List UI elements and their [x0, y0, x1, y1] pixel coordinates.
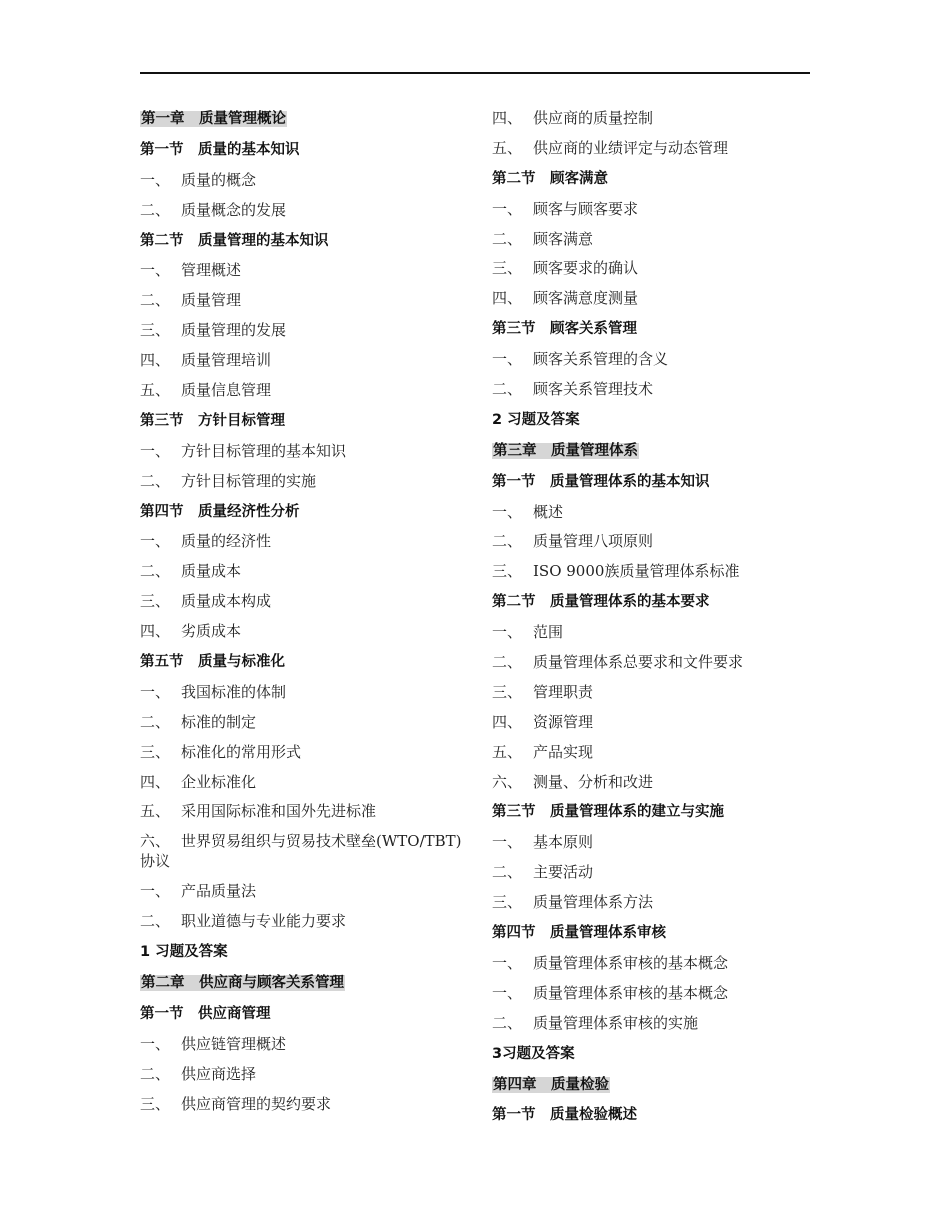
toc-list-item	[140, 742, 470, 762]
item-text: 质量管理体系总要求和文件要求	[533, 653, 744, 672]
toc-section-heading	[140, 139, 470, 160]
section-title: 第三节 顾客关系管理	[492, 321, 637, 338]
item-text: 质量的概念	[181, 170, 257, 189]
item-number: 三、	[492, 259, 523, 278]
item-text: 质量管理的发展	[181, 321, 287, 340]
item-number: 三、	[140, 592, 171, 611]
item-text: 方针目标管理的基本知识	[181, 441, 347, 460]
toc-chapter-heading	[140, 972, 470, 993]
toc-chapter-heading	[492, 1074, 810, 1095]
section-title: 第五节 质量与标准化	[140, 654, 285, 671]
toc-list-item	[140, 260, 470, 280]
item-number: 四、	[140, 351, 171, 370]
item-text: 质量成本构成	[181, 592, 272, 611]
item-number: 一、	[140, 261, 171, 280]
toc-list-item	[492, 832, 810, 852]
item-text: 顾客与顾客要求	[533, 199, 639, 218]
item-number: 五、	[140, 802, 171, 821]
toc-list-item	[140, 1034, 470, 1054]
toc-section-heading	[492, 168, 810, 189]
toc-list-item	[492, 349, 810, 369]
item-number: 三、	[140, 742, 171, 761]
toc-list-item	[492, 862, 810, 882]
toc-list-item	[140, 290, 470, 310]
item-number: 四、	[492, 289, 523, 308]
toc-list-item	[140, 712, 470, 732]
item-text: 世界贸易组织与贸易技术壁垒(WTO/TBT)协议	[140, 832, 462, 871]
toc-chapter-heading	[492, 440, 810, 461]
toc-list-item	[492, 561, 810, 581]
toc-list-item	[492, 199, 810, 219]
item-number: 一、	[140, 441, 171, 460]
section-title: 第二节 顾客满意	[492, 170, 608, 187]
item-number: 三、	[140, 1094, 171, 1113]
chapter-title: 第四章 质量检验	[493, 1076, 609, 1093]
item-number: 六、	[140, 832, 171, 851]
item-text: 职业道德与专业能力要求	[181, 912, 347, 931]
toc-list-item	[492, 742, 810, 762]
toc-list-item	[140, 170, 470, 190]
item-text: 质量成本	[181, 562, 242, 581]
item-text: 主要活动	[533, 863, 594, 882]
item-text: 供应链管理概述	[181, 1034, 287, 1053]
toc-section-heading	[492, 318, 810, 339]
chapter-title: 第三章 质量管理体系	[493, 442, 638, 459]
item-number: 二、	[492, 380, 523, 399]
item-text: 方针目标管理的实施	[181, 471, 317, 490]
section-title: 第二节 质量管理的基本知识	[140, 232, 329, 249]
item-text: 顾客满意度测量	[533, 289, 639, 308]
item-text: 我国标准的体制	[181, 682, 287, 701]
item-number: 三、	[492, 562, 523, 581]
toc-list-item	[492, 138, 810, 158]
toc-list-item	[492, 258, 810, 278]
toc-list-item	[492, 983, 810, 1003]
toc-section-heading	[492, 471, 810, 492]
item-text: 范围	[533, 623, 564, 642]
section-title: 第四节 质量管理体系审核	[492, 925, 666, 942]
item-number: 三、	[492, 893, 523, 912]
item-number: 四、	[140, 772, 171, 791]
header-rule	[140, 72, 810, 74]
item-number: 二、	[140, 912, 171, 931]
item-text: 质量管理体系审核的实施	[533, 1013, 699, 1032]
toc-section-heading	[492, 591, 810, 612]
toc-list-item	[492, 531, 810, 551]
toc-list-item	[492, 682, 810, 702]
toc-list-item	[492, 229, 810, 249]
toc-list-item	[140, 561, 470, 581]
item-number: 五、	[492, 138, 523, 157]
toc-section-heading	[140, 501, 470, 522]
item-text: ISO 9000族质量管理体系标准	[533, 562, 740, 581]
item-text: 供应商管理的契约要求	[181, 1094, 332, 1113]
toc-list-item	[140, 1064, 470, 1084]
item-text: 质量管理体系方法	[533, 893, 654, 912]
toc-left-column	[140, 108, 470, 1123]
toc-list-item	[492, 652, 810, 672]
item-text: 资源管理	[533, 712, 594, 731]
item-number: 二、	[140, 562, 171, 581]
item-number: 四、	[492, 712, 523, 731]
item-text: 供应商选择	[181, 1064, 257, 1083]
toc-section-heading	[140, 1003, 470, 1024]
item-number: 四、	[492, 109, 523, 127]
item-text: 概述	[533, 502, 564, 521]
toc-list-item	[140, 831, 470, 871]
toc-list-item	[140, 320, 470, 340]
toc-list-item	[492, 1013, 810, 1033]
item-text: 基本原则	[533, 833, 594, 852]
section-title: 第三节 方针目标管理	[140, 412, 285, 429]
section-title: 第一节 质量的基本知识	[140, 141, 300, 158]
item-number: 一、	[492, 623, 523, 642]
item-number: 一、	[140, 1034, 171, 1053]
item-text: 采用国际标准和国外先进标准	[181, 802, 377, 821]
toc-list-item	[492, 772, 810, 792]
section-title: 第一节 供应商管理	[140, 1005, 271, 1022]
item-text: 顾客关系管理技术	[533, 380, 654, 399]
toc-list-item	[492, 379, 810, 399]
item-number: 一、	[492, 983, 523, 1002]
item-text: 供应商的质量控制	[533, 109, 654, 127]
item-text: 顾客关系管理的含义	[533, 350, 669, 369]
toc-list-item	[492, 288, 810, 308]
toc-list-item	[140, 881, 470, 901]
item-text: 企业标准化	[181, 772, 257, 791]
exercise-title: 2 习题及答案	[492, 411, 580, 428]
item-number: 二、	[492, 532, 523, 551]
item-text: 管理职责	[533, 682, 594, 701]
item-text: 质量管理体系审核的基本概念	[533, 953, 729, 972]
item-text: 产品质量法	[181, 882, 257, 901]
toc-section-heading	[140, 410, 470, 431]
toc-list-item	[140, 911, 470, 931]
item-number: 三、	[140, 321, 171, 340]
section-title: 第三节 质量管理体系的建立与实施	[492, 804, 724, 821]
toc-list-item	[492, 108, 810, 128]
section-title: 第一节 质量管理体系的基本知识	[492, 473, 710, 490]
section-title: 3习题及答案	[492, 1045, 575, 1062]
item-number: 二、	[140, 200, 171, 219]
item-text: 劣质成本	[181, 622, 242, 641]
toc-section-heading	[492, 1104, 810, 1125]
item-text: 质量管理体系审核的基本概念	[533, 983, 729, 1002]
toc-list-item	[140, 441, 470, 461]
item-text: 质量概念的发展	[181, 200, 287, 219]
item-text: 标准的制定	[181, 712, 257, 731]
chapter-title: 第二章 供应商与顾客关系管理	[141, 974, 344, 991]
item-number: 一、	[140, 170, 171, 189]
toc-exercise-heading	[492, 409, 810, 430]
item-number: 三、	[492, 682, 523, 701]
section-title: 第二节 质量管理体系的基本要求	[492, 594, 710, 611]
toc-list-item	[140, 1094, 470, 1114]
toc-list-item	[140, 621, 470, 641]
item-number: 一、	[140, 682, 171, 701]
toc-section-heading	[492, 922, 810, 943]
item-text: 顾客要求的确认	[533, 259, 639, 278]
toc-list-item	[492, 712, 810, 732]
item-number: 一、	[492, 350, 523, 369]
item-number: 二、	[140, 291, 171, 310]
item-number: 一、	[492, 199, 523, 218]
exercise-title: 1 习题及答案	[140, 944, 228, 961]
item-number: 一、	[140, 532, 171, 551]
item-text: 质量管理	[181, 291, 242, 310]
chapter-title: 第一章 质量管理概论	[141, 111, 286, 127]
item-text: 质量管理培训	[181, 351, 272, 370]
toc-list-item	[140, 380, 470, 400]
item-number: 一、	[492, 502, 523, 521]
item-number: 一、	[492, 833, 523, 852]
toc-list-item	[140, 682, 470, 702]
item-text: 质量信息管理	[181, 381, 272, 400]
toc-list-item	[140, 531, 470, 551]
toc-list-item	[140, 772, 470, 792]
toc-right-column	[492, 108, 810, 1135]
toc-section-heading	[492, 1043, 810, 1064]
item-number: 六、	[492, 772, 523, 791]
toc-list-item	[492, 622, 810, 642]
toc-list-item	[492, 953, 810, 973]
item-number: 五、	[492, 742, 523, 761]
item-text: 质量的经济性	[181, 532, 272, 551]
item-number: 二、	[492, 229, 523, 248]
item-text: 质量管理八项原则	[533, 532, 654, 551]
item-text: 供应商的业绩评定与动态管理	[533, 138, 729, 157]
item-text: 管理概述	[181, 261, 242, 280]
item-number: 二、	[492, 1013, 523, 1032]
toc-list-item	[492, 502, 810, 522]
toc-list-item	[140, 350, 470, 370]
section-title: 第一节 质量检验概述	[492, 1107, 637, 1124]
item-number: 四、	[140, 622, 171, 641]
toc-chapter-heading	[140, 108, 470, 129]
item-text: 标准化的常用形式	[181, 742, 302, 761]
item-number: 二、	[140, 471, 171, 490]
item-number: 一、	[140, 882, 171, 901]
item-number: 二、	[492, 653, 523, 672]
item-number: 二、	[140, 1064, 171, 1083]
item-text: 测量、分析和改进	[533, 772, 654, 791]
toc-list-item	[140, 801, 470, 821]
toc-section-heading	[492, 801, 810, 822]
item-number: 二、	[140, 712, 171, 731]
toc-list-item	[140, 591, 470, 611]
item-number: 二、	[492, 863, 523, 882]
toc-exercise-heading	[140, 941, 470, 962]
toc-list-item	[140, 471, 470, 491]
item-text: 顾客满意	[533, 229, 594, 248]
item-number: 一、	[492, 953, 523, 972]
toc-list-item	[140, 200, 470, 220]
toc-list-item	[492, 892, 810, 912]
toc-section-heading	[140, 651, 470, 672]
toc-section-heading	[140, 230, 470, 251]
item-number: 五、	[140, 381, 171, 400]
item-text: 产品实现	[533, 742, 594, 761]
section-title: 第四节 质量经济性分析	[140, 503, 300, 520]
